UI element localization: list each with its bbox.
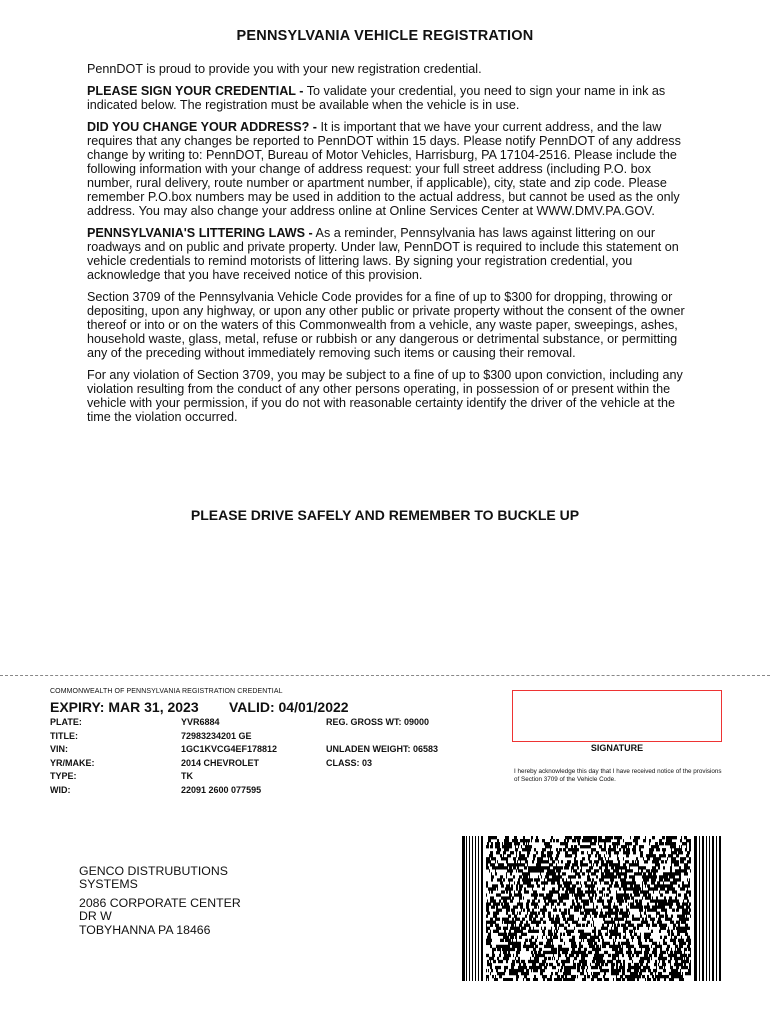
notice-body [87,62,687,432]
reg-gross-weight: REG. GROSS WT: 09000 [326,717,430,727]
pdf417-barcode [462,836,721,981]
violation-paragraph: For any violation of Section 3709, you may be subject to a fine of up to $300 upon conviction, including any violation resulting from the conduct of any other persons operating, in possession of or present within the vehicle with your permission, if you do not with reasonable certainty identify the driver of the vehicle at the time the violation occurred. [87,368,683,424]
littering-heading: PENNSYLVANIA'S LITTERING LAWS - [87,226,313,240]
type-label: TYPE: [50,771,77,782]
address-change-paragraph [87,120,687,218]
address-change-text: It is important that we have your current address, and the law requires that any changes be reported to PennDOT within 15 days. Please notify PennDOT of any address change by writing to: PennDOT, Bureau of Motor Vehicles, Harrisburg, PA 17104-2516. Please include the following information with your change of address request: your full street address (including P.O. box number, rural delivery, route number or apartment number, if applicable), city, state and zip code. Please remember P.O.box numbers may be used in addition to the actual address, but cannot be used as the only address. You may also change your address online at Online Services Center at WWW.DMV.PA.GOV. [87,120,681,218]
credential-weights [326,716,438,770]
address-line-4: DR W [79,909,112,924]
credential-values [181,716,277,798]
unladen-weight: UNLADEN WEIGHT: 06583 [326,744,439,755]
address-line-2: SYSTEMS [79,877,138,892]
tear-line [0,675,770,676]
intro-paragraph: PennDOT is proud to provide you with your new registration credential. [87,62,482,76]
credential-header: COMMONWEALTH OF PENNSYLVANIA REGISTRATION CREDENTIAL [50,688,283,695]
signature-box[interactable] [512,690,722,742]
valid-date: VALID: 04/01/2022 [229,699,349,715]
sign-text: To validate your credential, you need to sign your name in ink as indicated below. The registration must be available when the vehicle is in use. [87,84,666,112]
littering-text: As a reminder, Pennsylvania has laws against littering on our roadways and on public and private property. Under law, PennDOT is required to include this statement on vehicle credentials to remind motorists of littering laws. By signing your registration credential, you acknowledge that you have received notice of this provision. [87,226,679,282]
littering-paragraph [87,226,687,282]
plate-label: PLATE: [50,717,82,727]
title-label: TITLE: [50,730,78,741]
wid-label: WID: [50,784,71,795]
title-value: 72983234201 GE [181,730,252,741]
sign-heading: PLEASE SIGN YOUR CREDENTIAL - [87,84,304,98]
expiry-date: EXPIRY: MAR 31, 2023 [50,699,199,715]
credential-labels [50,716,95,798]
vin-label: VIN: [50,744,68,755]
address-line-3: 2086 CORPORATE CENTER [79,895,241,910]
section-3709-paragraph: Section 3709 of the Pennsylvania Vehicle Code provides for a fine of up to $300 for dropping, throwing or depositing, upon any highway, or upon any other public or private property without the consent of the owner thereof or into or on the waters of this Commonwealth from a vehicle, any waste paper, sweepings, ashes, household waste, glass, metal, refuse or rubbish or any dangerous or detrimental substance, or permitting any of the preceding without immediately removing such items or causing their removal. [87,290,685,360]
yr-make-label: YR/MAKE: [50,757,95,768]
address-line-1: GENCO DISTRUBUTIONS [79,864,228,878]
vin-value: 1GC1KVCG4EF178812 [181,744,278,755]
vehicle-class: CLASS: 03 [326,757,373,768]
wid-value: 22091 2600 077595 [181,784,262,795]
address-line-5: TOBYHANNA PA 18466 [79,922,211,937]
document-title: PENNSYLVANIA VEHICLE REGISTRATION [236,28,534,44]
acknowledgement-text: I hereby acknowledge this day that I have received notice of the provisions of Section 3709 of the Vehicle Code. [514,768,722,783]
signature-label: SIGNATURE [590,743,644,753]
plate-value: YVR6884 [181,717,220,727]
drive-safely-banner: PLEASE DRIVE SAFELY AND REMEMBER TO BUCKLE UP [190,507,580,523]
yr-make-value: 2014 CHEVROLET [181,757,260,768]
address-change-heading: DID YOU CHANGE YOUR ADDRESS? - [87,120,317,134]
mailing-address [79,865,241,937]
sign-paragraph [87,84,687,112]
type-value: TK [181,771,193,782]
